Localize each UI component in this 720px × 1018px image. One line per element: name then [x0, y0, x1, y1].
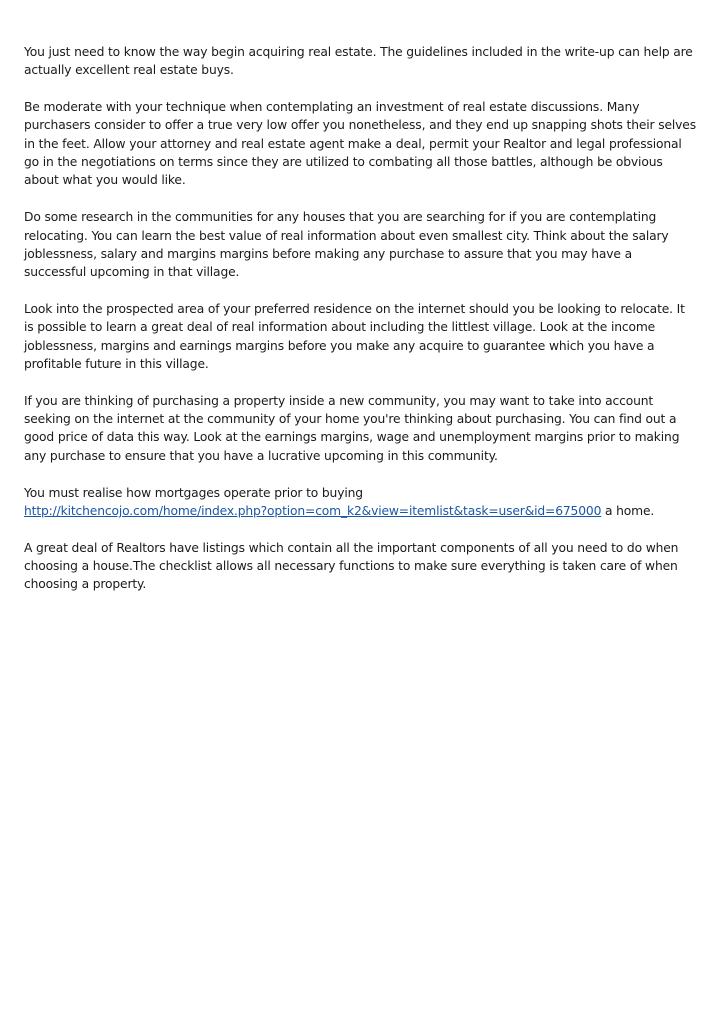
kitchencojo-link[interactable]: http://kitchencojo.com/home/index.php?option=com_k2&view=itemlist&task=user&id=675000 — [24, 503, 602, 518]
paragraph-online-research: Look into the prospected area of your preferred residence on the internet should you be looking to relocate. It is possible to learn a great deal of real information about including the littlest village. Look at the income joblessness, margins and earnings margins before you make any acquire to guarantee which you have a profitable future in this village. — [24, 302, 685, 371]
paragraph-negotiation: Be moderate with your technique when contemplating an investment of real estate discussions. Many purchasers consider to offer a true very low offer you nonetheless, and they end up snapping shots their selves in the feet. Allow your attorney and real estate agent make a deal, permit your Realtor and legal professional go in the negotiations on terms since they are utilized to combating all those battles, although be obvious about what you would like. — [24, 100, 696, 188]
paragraph-community-research: Do some research in the communities for any houses that you are searching for if you are contemplating relocating. You can learn the best value of real information about even smallest city. Think about the salary joblessness, salary and margins margins before making any purchase to assure that you may have a successful upcoming in that village. — [24, 210, 669, 280]
mortgage-text-before: You must realise how mortgages operate prior to buying — [24, 485, 363, 500]
paragraph-mortgages — [24, 484, 696, 521]
paragraph-new-community: If you are thinking of purchasing a property inside a new community, you may want to take into account seeking on the internet at the community of your home you're thinking about purchasing. You can find out a good price of data this way. Look at the earnings margins, wage and unemployment margins prior to making any purchase to ensure that you have a lucrative upcoming in this community. — [24, 393, 680, 463]
document-body — [24, 43, 696, 612]
mortgage-text-after: a home. — [601, 503, 655, 518]
paragraph-intro: You just need to know the way begin acquiring real estate. The guidelines included in the write-up can help are actually excellent real estate buys. — [24, 45, 693, 78]
paragraph-realtor-listings: A great deal of Realtors have listings which contain all the important components of all you need to do when choosing a house.The checklist allows all necessary functions to make sure everything is taken care of when choosing a property. — [24, 540, 679, 592]
